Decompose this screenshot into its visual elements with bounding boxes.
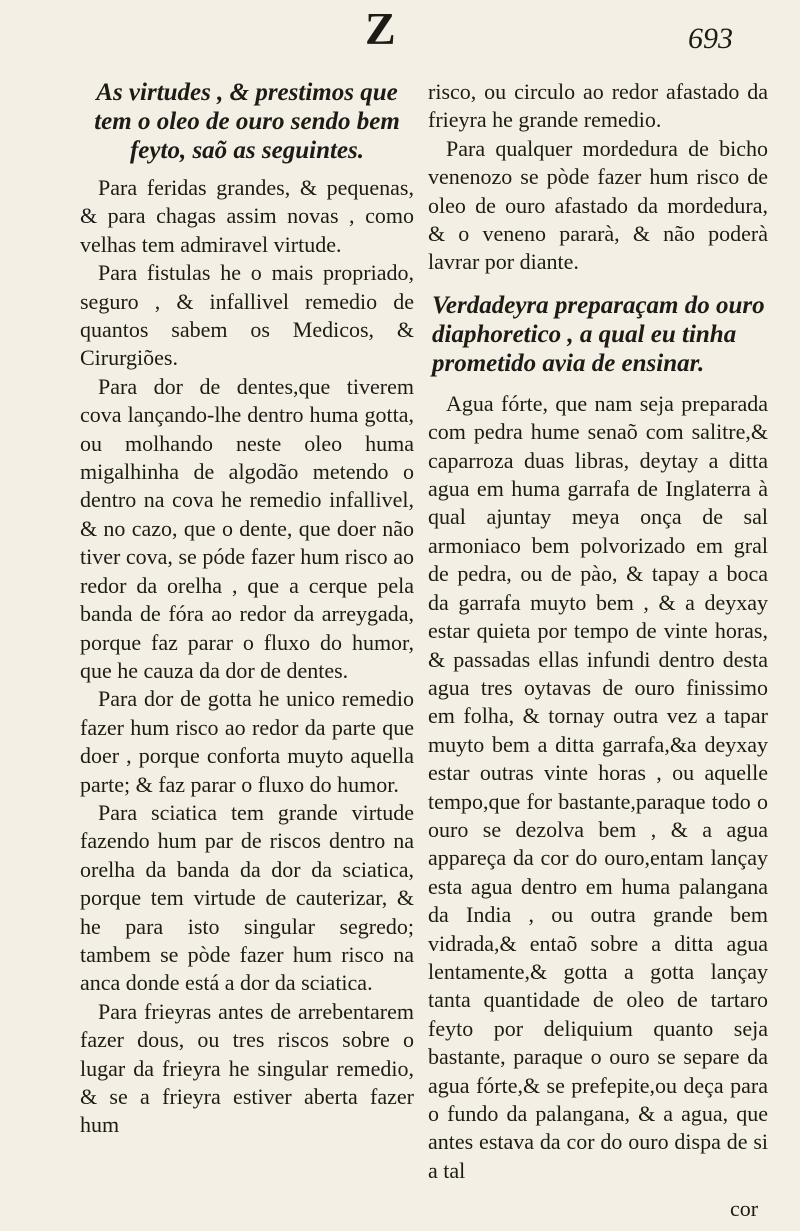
paragraph: Para frieyras antes de arrebentarem fazer dous, ou tres riscos sobre o lugar da frieyra he singular remedio, & se a frieyra estiver aberta fazer hum (80, 998, 414, 1138)
paragraph: Para qualquer mordedura de bicho venenozo se pòde fazer hum risco de oleo de ouro afastado da mordedura, & o veneno pararà, & não poderà lavrar por diante. (428, 135, 768, 275)
paragraph: Para dor de gotta he unico remedio fazer hum risco ao redor da parte que doer , porque conforta muyto aquella parte; & faz parar o fluxo do humor. (80, 686, 414, 797)
paragraph: Para dor de dentes,que tiverem cova lançando-lhe dentro huma gotta, ou molhando neste oleo huma migalhinha de algodão metendo o dentro na cova he remedio infallivel, & no cazo, que o dente, que doer não tiver cova, se póde fazer hum risco ao redor da orelha , que a cerque pela banda de fóra ao redor da arreygada, porque faz parar o fluxo do humor, que he cauza da dor de dentes. (80, 373, 414, 683)
catchword: cor (730, 1196, 759, 1221)
left-column (80, 78, 414, 1140)
left-heading: As virtudes , & prestimos que tem o oleo de ouro sendo bem feyto, saõ as seguintes. (94, 79, 400, 164)
right-column (428, 78, 768, 1185)
page-signature: Z (365, 3, 396, 54)
paragraph: risco, ou circulo ao redor afastado da frieyra he grande remedio. (428, 79, 768, 133)
page-number: 693 (688, 22, 733, 55)
paragraph: Para feridas grandes, & pequenas, & para chagas assim novas , como velhas tem admiravel virtude. (80, 175, 414, 257)
paragraph: Para fistulas he o mais propriado, seguro , & infallivel remedio de quantos sabem os Medicos, & Cirurgiões. (80, 260, 414, 371)
right-heading: Verdadeyra preparaçam do ouro diaphoretico , a qual eu tinha prometido avia de ensinar. (432, 291, 765, 377)
paragraph: Para sciatica tem grande virtude fazendo hum par de riscos dentro na orelha da banda da dor da sciatica, porque tem virtude de cauterizar, & he para isto singular segredo; tambem se pòde fazer hum risco na anca donde está a dor da sciatica. (80, 799, 414, 996)
paragraph: Agua fórte, que nam seja preparada com pedra hume senaõ com salitre,& caparroza duas libras, deytay a ditta agua em huma garrafa de Inglaterra à qual ajuntay meya onça de sal armoniaco bem polvorizado em gral de pedra, ou de pào, & tapay a boca da garrafa muyto bem , & a deyxay estar quieta por tempo de vinte horas, & passadas ellas infundi dentro desta agua tres oytavas de ouro finissimo em folha, & tornay outra vez a tapar muyto bem a ditta garrafa,&a deyxay estar outras vinte horas , ou aquelle tempo,que for bastante,paraque todo o ouro se dezolva bem , & a agua appareça da cor do ouro,entam lançay esta agua dentro em huma palangana da India , ou outra grande bem vidrada,& entaõ sobre a ditta agua lentamente,& gotta a gotta lançay tanta quantidade de oleo de tartaro feyto por deliquium quanto seja bastante, paraque o ouro se separe da agua fórte,& se prefepite,ou deça para o fundo da palangana, & a agua, que antes estava da cor do ouro dispa de si a tal (428, 390, 768, 1183)
